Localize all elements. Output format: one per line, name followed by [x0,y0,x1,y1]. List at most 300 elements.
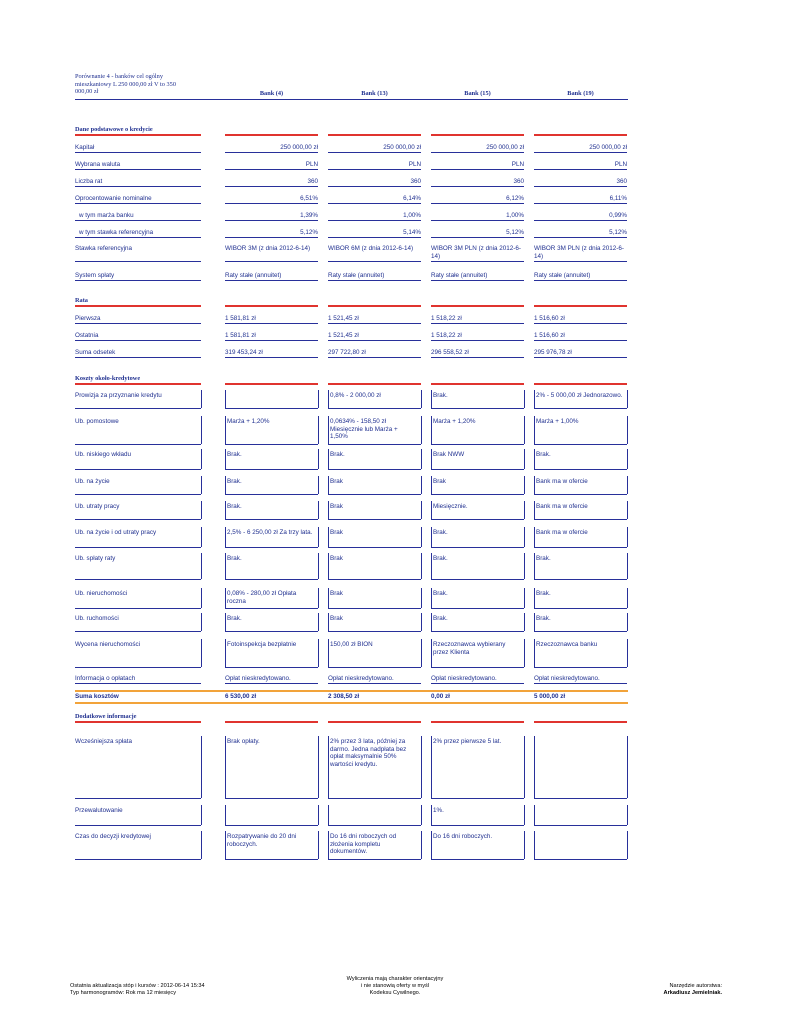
row-rule [225,408,318,409]
row-rule [225,357,318,358]
cell-border [201,639,202,667]
cell-border [627,416,628,444]
cell-border [201,613,202,631]
bank-header: Bank (13) [361,90,388,97]
row-rule [534,220,627,221]
row-rule [225,186,318,187]
section-title: Koszty około-kredytowe [75,375,141,382]
cell-border [421,449,422,469]
section-rule [534,383,627,385]
row-label: w tym marża banku [79,212,134,219]
section-rule [534,305,627,307]
cell-border [225,527,226,547]
row-rule [225,547,318,548]
row-rule [534,203,627,204]
row-rule [225,825,318,826]
row-rule [328,579,421,580]
cell-value: Brak. [227,451,242,458]
row-rule [225,494,318,495]
row-rule [328,340,421,341]
cell-value: Brak opłaty. [227,738,260,745]
footer-disclaimer-1: Wyliczenia mają charakter orientacyjny [346,976,444,982]
section-rule [225,721,318,723]
cell-value: 6,12% [506,195,524,202]
cell-border [328,501,329,519]
cell-border [201,736,202,798]
cell-border [431,501,432,519]
bank-header: Bank (15) [464,90,491,97]
row-rule [431,519,524,520]
cell-border [318,527,319,547]
cell-border [421,639,422,667]
cell-value: 1%. [433,807,444,814]
cell-border [225,588,226,608]
cell-value: Brak NWW [433,451,465,458]
row-rule [225,261,318,262]
section-rule [328,721,421,723]
row-rule [328,547,421,548]
cell-border [431,613,432,631]
section-rule [431,305,524,307]
row-rule [534,444,627,445]
cell-value: 360 [616,178,627,185]
row-rule [75,340,201,341]
row-rule [225,608,318,609]
cell-value: WIBOR 3M (z dnia 2012-6-14) [225,245,311,252]
cell-border [421,553,422,579]
footer-disclaimer-3: Kodeksu Cywilnego. [369,990,421,996]
cell-value: 0,99% [609,212,627,219]
row-rule [225,469,318,470]
cell-value: 2% przez pierwsze 5 lat. [433,738,502,745]
cell-value: Brak [330,478,343,485]
cell-border [201,553,202,579]
row-rule [328,152,421,153]
row-rule [75,220,201,221]
cell-border [318,736,319,798]
row-label: Ub. ruchomości [75,615,119,622]
cell-value: 1 518,22 zł [431,332,462,339]
bank-header: Bank (4) [259,90,284,97]
bank-header: Bank (19) [567,90,594,97]
cell-value: 296 558,52 zł [431,349,469,356]
cell-value: Raty stałe (annuitet) [534,272,591,279]
row-rule [534,323,627,324]
cell-border [627,639,628,667]
row-rule [75,859,201,860]
cell-border [318,588,319,608]
section-rule [328,383,421,385]
cell-border [225,736,226,798]
row-rule [225,519,318,520]
cell-value: 319 453,24 zł [225,349,263,356]
row-rule [225,631,318,632]
cell-value: PLN [408,161,421,168]
cell-border [328,476,329,494]
row-rule [328,494,421,495]
section-rule [534,721,627,723]
row-rule [431,169,524,170]
cell-border [524,805,525,825]
cell-border [318,639,319,667]
cell-value: 0,8% - 2 000,00 zł [330,392,381,399]
cell-border [318,613,319,631]
row-rule [431,798,524,799]
cell-value: Brak. [433,529,448,536]
cell-border [201,527,202,547]
row-label: System spłaty [75,272,115,279]
cell-border [225,639,226,667]
cell-value: Rzeczoznawca wybierany przez Klienta [433,641,506,656]
row-rule [225,220,318,221]
cell-border [627,588,628,608]
row-rule [431,323,524,324]
row-rule [328,169,421,170]
row-rule [75,169,201,170]
cell-value: Brak. [433,555,448,562]
row-rule [328,631,421,632]
row-rule [75,408,201,409]
cell-border [627,527,628,547]
cell-border [225,613,226,631]
row-rule [431,683,524,684]
cell-value: 1,00% [403,212,421,219]
cell-value: Brak. [330,451,345,458]
cell-value: Do 16 dni roboczych. [433,833,493,840]
cell-value: 2,5% - 6 250,00 zł Za trzy lata. [227,529,313,536]
cell-border [431,527,432,547]
cell-border [225,831,226,859]
cell-value: 1 581,81 zł [225,315,256,322]
row-rule [225,203,318,204]
row-rule [328,608,421,609]
section-rule [431,383,524,385]
cell-value: Opłat nieskredytowano. [534,675,600,682]
row-rule [534,169,627,170]
cell-value: Brak. [536,451,551,458]
row-rule [75,608,201,609]
row-rule [75,631,201,632]
cell-border [534,831,535,859]
cell-border [318,476,319,494]
row-rule [534,579,627,580]
cell-border [421,588,422,608]
section-title: Dane podstawowe o kredycie [75,126,153,133]
cell-value: Brak. [433,615,448,622]
row-rule [75,494,201,495]
section-rule [431,134,524,136]
row-rule [431,667,524,668]
cell-value: 1 521,45 zł [328,315,359,322]
cell-border [225,390,226,408]
cell-border [431,805,432,825]
cell-value: 1 516,60 zł [534,315,565,322]
cell-border [225,416,226,444]
cell-border [421,527,422,547]
section-rule [75,383,201,385]
cell-border [318,553,319,579]
cell-value: Brak. [227,503,242,510]
footer-author-label: Narzędzie autorstwa: [669,983,722,989]
row-rule [431,152,524,153]
cell-value: 360 [513,178,524,185]
cell-border [431,553,432,579]
cell-border [524,449,525,469]
cell-value: 5,12% [609,229,627,236]
cell-border [201,449,202,469]
cell-value: 5,12% [506,229,524,236]
cell-border [328,527,329,547]
row-rule [75,444,201,445]
cell-value: Opłat nieskredytowano. [431,675,497,682]
row-rule [328,444,421,445]
row-rule [431,340,524,341]
section-rule [534,134,627,136]
row-label: Kapitał [75,144,95,151]
cell-value: Brak. [227,555,242,562]
row-label: Ub. nieruchomości [75,590,128,597]
cell-value: WIBOR 6M (z dnia 2012-6-14) [328,245,414,252]
cell-border [524,613,525,631]
cell-border [627,736,628,798]
row-label: Ub. na życie [75,478,110,485]
cell-value: Brak. [227,478,242,485]
cell-value: Raty stałe (annuitet) [225,272,282,279]
cell-border [431,588,432,608]
sum-value: 0,00 zł [431,693,450,700]
row-label: Suma odsetek [75,349,116,356]
row-rule [328,186,421,187]
row-label: Ub. pomostowe [75,418,119,425]
cell-value: 295 976,78 zł [534,349,572,356]
cell-border [524,736,525,798]
row-label: Ostatnia [75,332,99,339]
cell-value: Brak. [433,392,448,399]
section-rule [225,134,318,136]
row-rule [225,667,318,668]
cell-value: 6,11% [609,195,627,202]
row-rule [534,608,627,609]
row-rule [431,280,524,281]
cell-border [431,476,432,494]
cell-border [534,390,535,408]
row-rule [431,237,524,238]
row-label: Ub. na życie i od utraty pracy [75,529,157,536]
cell-border [225,501,226,519]
row-rule [225,340,318,341]
row-rule [328,261,421,262]
cell-value: Brak [433,478,446,485]
cell-border [318,831,319,859]
cell-border [534,588,535,608]
cell-value: 5,14% [403,229,421,236]
row-rule [534,519,627,520]
row-rule [75,667,201,668]
row-rule [534,547,627,548]
sum-rule [75,690,628,692]
footer-schedule-type: Typ harmonogramów: Rok ma 12 miesięcy [70,990,177,996]
row-rule [328,667,421,668]
cell-value: WIBOR 3M PLN (z dnia 2012-6-14) [431,245,521,260]
sum-value: 6 530,00 zł [225,693,257,700]
cell-border [431,416,432,444]
row-rule [534,186,627,187]
row-rule [225,579,318,580]
cell-value: Brak. [536,615,551,622]
row-rule [225,859,318,860]
cell-border [524,416,525,444]
row-rule [328,825,421,826]
cell-border [328,736,329,798]
cell-border [328,639,329,667]
cell-border [534,527,535,547]
cell-border [534,449,535,469]
row-rule [328,280,421,281]
row-label: Ub. niskiego wkładu [75,451,132,458]
cell-border [627,501,628,519]
row-rule [75,469,201,470]
cell-border [431,831,432,859]
cell-border [201,416,202,444]
row-rule [431,608,524,609]
cell-value: Brak. [536,590,551,597]
cell-value: Raty stałe (annuitet) [431,272,488,279]
row-rule [75,547,201,548]
footer-author-name: Arkadiusz Jemielniak. [663,990,722,996]
row-rule [534,683,627,684]
row-rule [328,408,421,409]
row-label: Liczba rat [75,178,103,185]
cell-value: 297 722,80 zł [328,349,366,356]
cell-border [225,553,226,579]
row-rule [75,203,201,204]
cell-border [627,449,628,469]
cell-border [534,553,535,579]
cell-value: 1 518,22 zł [431,315,462,322]
row-label: Wycena nieruchomości [75,641,141,648]
row-rule [534,825,627,826]
row-rule [75,280,201,281]
row-rule [75,798,201,799]
row-rule [328,469,421,470]
cell-value: 1 581,81 zł [225,332,256,339]
cell-border [534,501,535,519]
cell-border [318,390,319,408]
row-rule [225,237,318,238]
cell-border [627,805,628,825]
row-rule [534,494,627,495]
row-label: Wcześniejsza spłata [75,738,133,745]
row-rule [75,579,201,580]
cell-value: Rzeczoznawca banku [536,641,598,648]
section-rule [75,305,201,307]
row-rule [225,280,318,281]
row-label: w tym stawka referencyjna [79,229,154,236]
row-rule [534,261,627,262]
cell-border [201,476,202,494]
cell-border [421,416,422,444]
row-rule [431,186,524,187]
cell-value: Opłat nieskredytowano. [225,675,291,682]
row-rule [431,261,524,262]
row-rule [431,579,524,580]
sum-value: 2 308,50 zł [328,693,360,700]
cell-border [318,449,319,469]
cell-value: 0,08% - 280,00 zł Opłata roczna [227,590,297,605]
row-label: Prowizja za przyznanie kredytu [75,392,162,399]
header-rule [75,99,628,100]
cell-value: Do 16 dni roboczych od złożenia kompletu dokumentów. [330,833,397,856]
cell-border [627,613,628,631]
cell-value: 5,12% [300,229,318,236]
section-rule [225,305,318,307]
cell-value: PLN [305,161,318,168]
sum-label: Suma kosztów [75,693,119,700]
row-rule [225,683,318,684]
cell-border [421,390,422,408]
row-label: Oprocentowanie nominalne [75,195,152,202]
cell-value: 250 000,00 zł [589,144,627,151]
cell-border [524,476,525,494]
cell-value: 1 516,60 zł [534,332,565,339]
cell-border [627,476,628,494]
row-rule [534,152,627,153]
cell-border [201,805,202,825]
row-rule [534,357,627,358]
row-rule [431,220,524,221]
row-label: Ub. spłaty raty [75,555,116,562]
row-rule [431,494,524,495]
row-label: Ub. utraty pracy [75,503,120,510]
cell-border [225,449,226,469]
cell-value: 1 521,45 zł [328,332,359,339]
row-rule [431,357,524,358]
cell-border [328,553,329,579]
cell-value: Marża + 1,20% [227,418,270,425]
row-label: Informacja o opłatach [75,675,136,682]
cell-border [534,613,535,631]
cell-value: Brak [330,555,343,562]
cell-border [524,553,525,579]
cell-border [328,449,329,469]
cell-border [627,553,628,579]
cell-border [524,390,525,408]
cell-value: Raty stałe (annuitet) [328,272,385,279]
row-rule [328,203,421,204]
row-rule [431,444,524,445]
cell-border [431,449,432,469]
cell-value: Brak. [433,590,448,597]
section-rule [75,134,201,136]
section-rule [328,305,421,307]
cell-value: 360 [307,178,318,185]
cell-border [328,416,329,444]
cell-border [534,416,535,444]
cell-border [318,805,319,825]
cell-value: Bank ma w ofercie [536,529,588,536]
cell-border [534,805,535,825]
cell-value: 2% przez 3 lata, później za darmo. Jedna nadpłata bez opłat maksymalnie 50% wartości kredytu. [330,738,407,768]
row-rule [431,203,524,204]
row-rule [431,408,524,409]
cell-border [534,476,535,494]
cell-border [201,390,202,408]
row-rule [328,357,421,358]
cell-border [524,831,525,859]
cell-border [421,736,422,798]
cell-value: 250 000,00 zł [383,144,421,151]
row-rule [75,357,201,358]
